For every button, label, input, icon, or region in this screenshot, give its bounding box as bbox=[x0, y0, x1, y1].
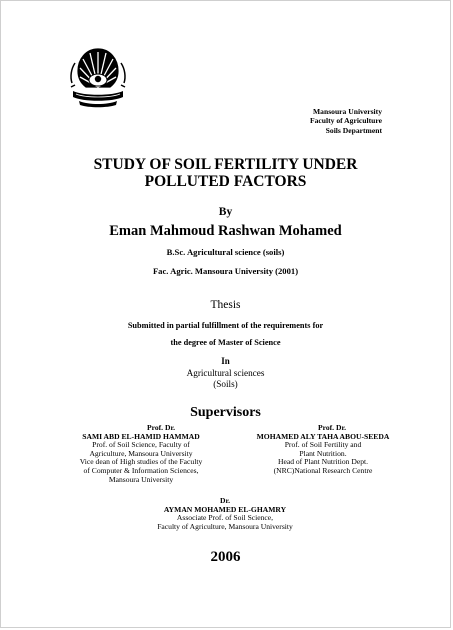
supervisor-right bbox=[223, 424, 423, 476]
in-label: In bbox=[221, 356, 230, 366]
author-degree-1: B.Sc. Agricultural science (soils) bbox=[166, 247, 285, 257]
university-name: Mansoura University bbox=[313, 107, 382, 116]
supervisor-left-name: SAMI ABD EL-HAMID HAMMAD bbox=[82, 431, 200, 441]
department-name: Soils Department bbox=[325, 125, 382, 135]
supervisor-left-line: Mansoura University bbox=[108, 474, 174, 484]
thesis-title bbox=[1, 156, 450, 190]
field-line-1: Agricultural sciences bbox=[186, 368, 265, 378]
supervisor-right-line: (NRC)National Research Centre bbox=[273, 465, 373, 475]
supervisor-right-line: Plant Nutrition. bbox=[299, 448, 347, 458]
field-line-2: (Soils) bbox=[213, 379, 238, 389]
supervisor-left bbox=[41, 424, 241, 484]
supervisor-left-rank: Prof. Dr. bbox=[146, 423, 176, 432]
supervisor-right-rank: Prof. Dr. bbox=[317, 423, 347, 432]
title-line-2: POLLUTED FACTORS bbox=[144, 173, 307, 190]
faculty-name: Faculty of Agriculture bbox=[310, 116, 382, 126]
year: 2006 bbox=[210, 549, 241, 565]
by-label: By bbox=[218, 206, 233, 218]
supervisor-left-line: Vice dean of High studies of the Faculty bbox=[79, 457, 203, 467]
supervisors-heading: Supervisors bbox=[190, 405, 261, 420]
supervisor-bottom-rank: Dr. bbox=[219, 496, 231, 505]
supervisor-bottom bbox=[105, 497, 345, 531]
supervisor-left-line: of Computer & Information Sciences, bbox=[83, 465, 199, 475]
supervisor-right-name: MOHAMED ALY TAHA ABOU-SEEDA bbox=[256, 431, 390, 441]
title-line-1: STUDY OF SOIL FERTILITY UNDER bbox=[93, 156, 358, 173]
author-degree-2: Fac. Agric. Mansoura University (2001) bbox=[152, 266, 299, 276]
supervisor-right-line: Prof. of Soil Fertility and bbox=[284, 440, 362, 450]
supervisor-bottom-line: Associate Prof. of Soil Science, bbox=[176, 513, 274, 523]
author-name: Eman Mahmoud Rashwan Mohamed bbox=[109, 223, 342, 239]
supervisor-left-line: Prof. of Soil Science, Faculty of bbox=[92, 440, 190, 450]
supervisor-left-line: Agriculture, Mansoura University bbox=[89, 448, 193, 458]
supervisor-bottom-name: AYMAN MOHAMED EL-GHAMRY bbox=[163, 504, 287, 514]
submitted-line-2: the degree of Master of Science bbox=[170, 338, 281, 347]
university-emblem-icon bbox=[69, 43, 127, 109]
submitted-line-1: Submitted in partial fulfillment of the requirements for bbox=[127, 321, 324, 330]
institution-block bbox=[310, 107, 382, 135]
supervisor-bottom-line: Faculty of Agriculture, Mansoura University bbox=[157, 521, 293, 531]
thesis-label: Thesis bbox=[210, 299, 241, 311]
supervisor-right-line: Head of Plant Nutrition Dept. bbox=[277, 457, 369, 467]
